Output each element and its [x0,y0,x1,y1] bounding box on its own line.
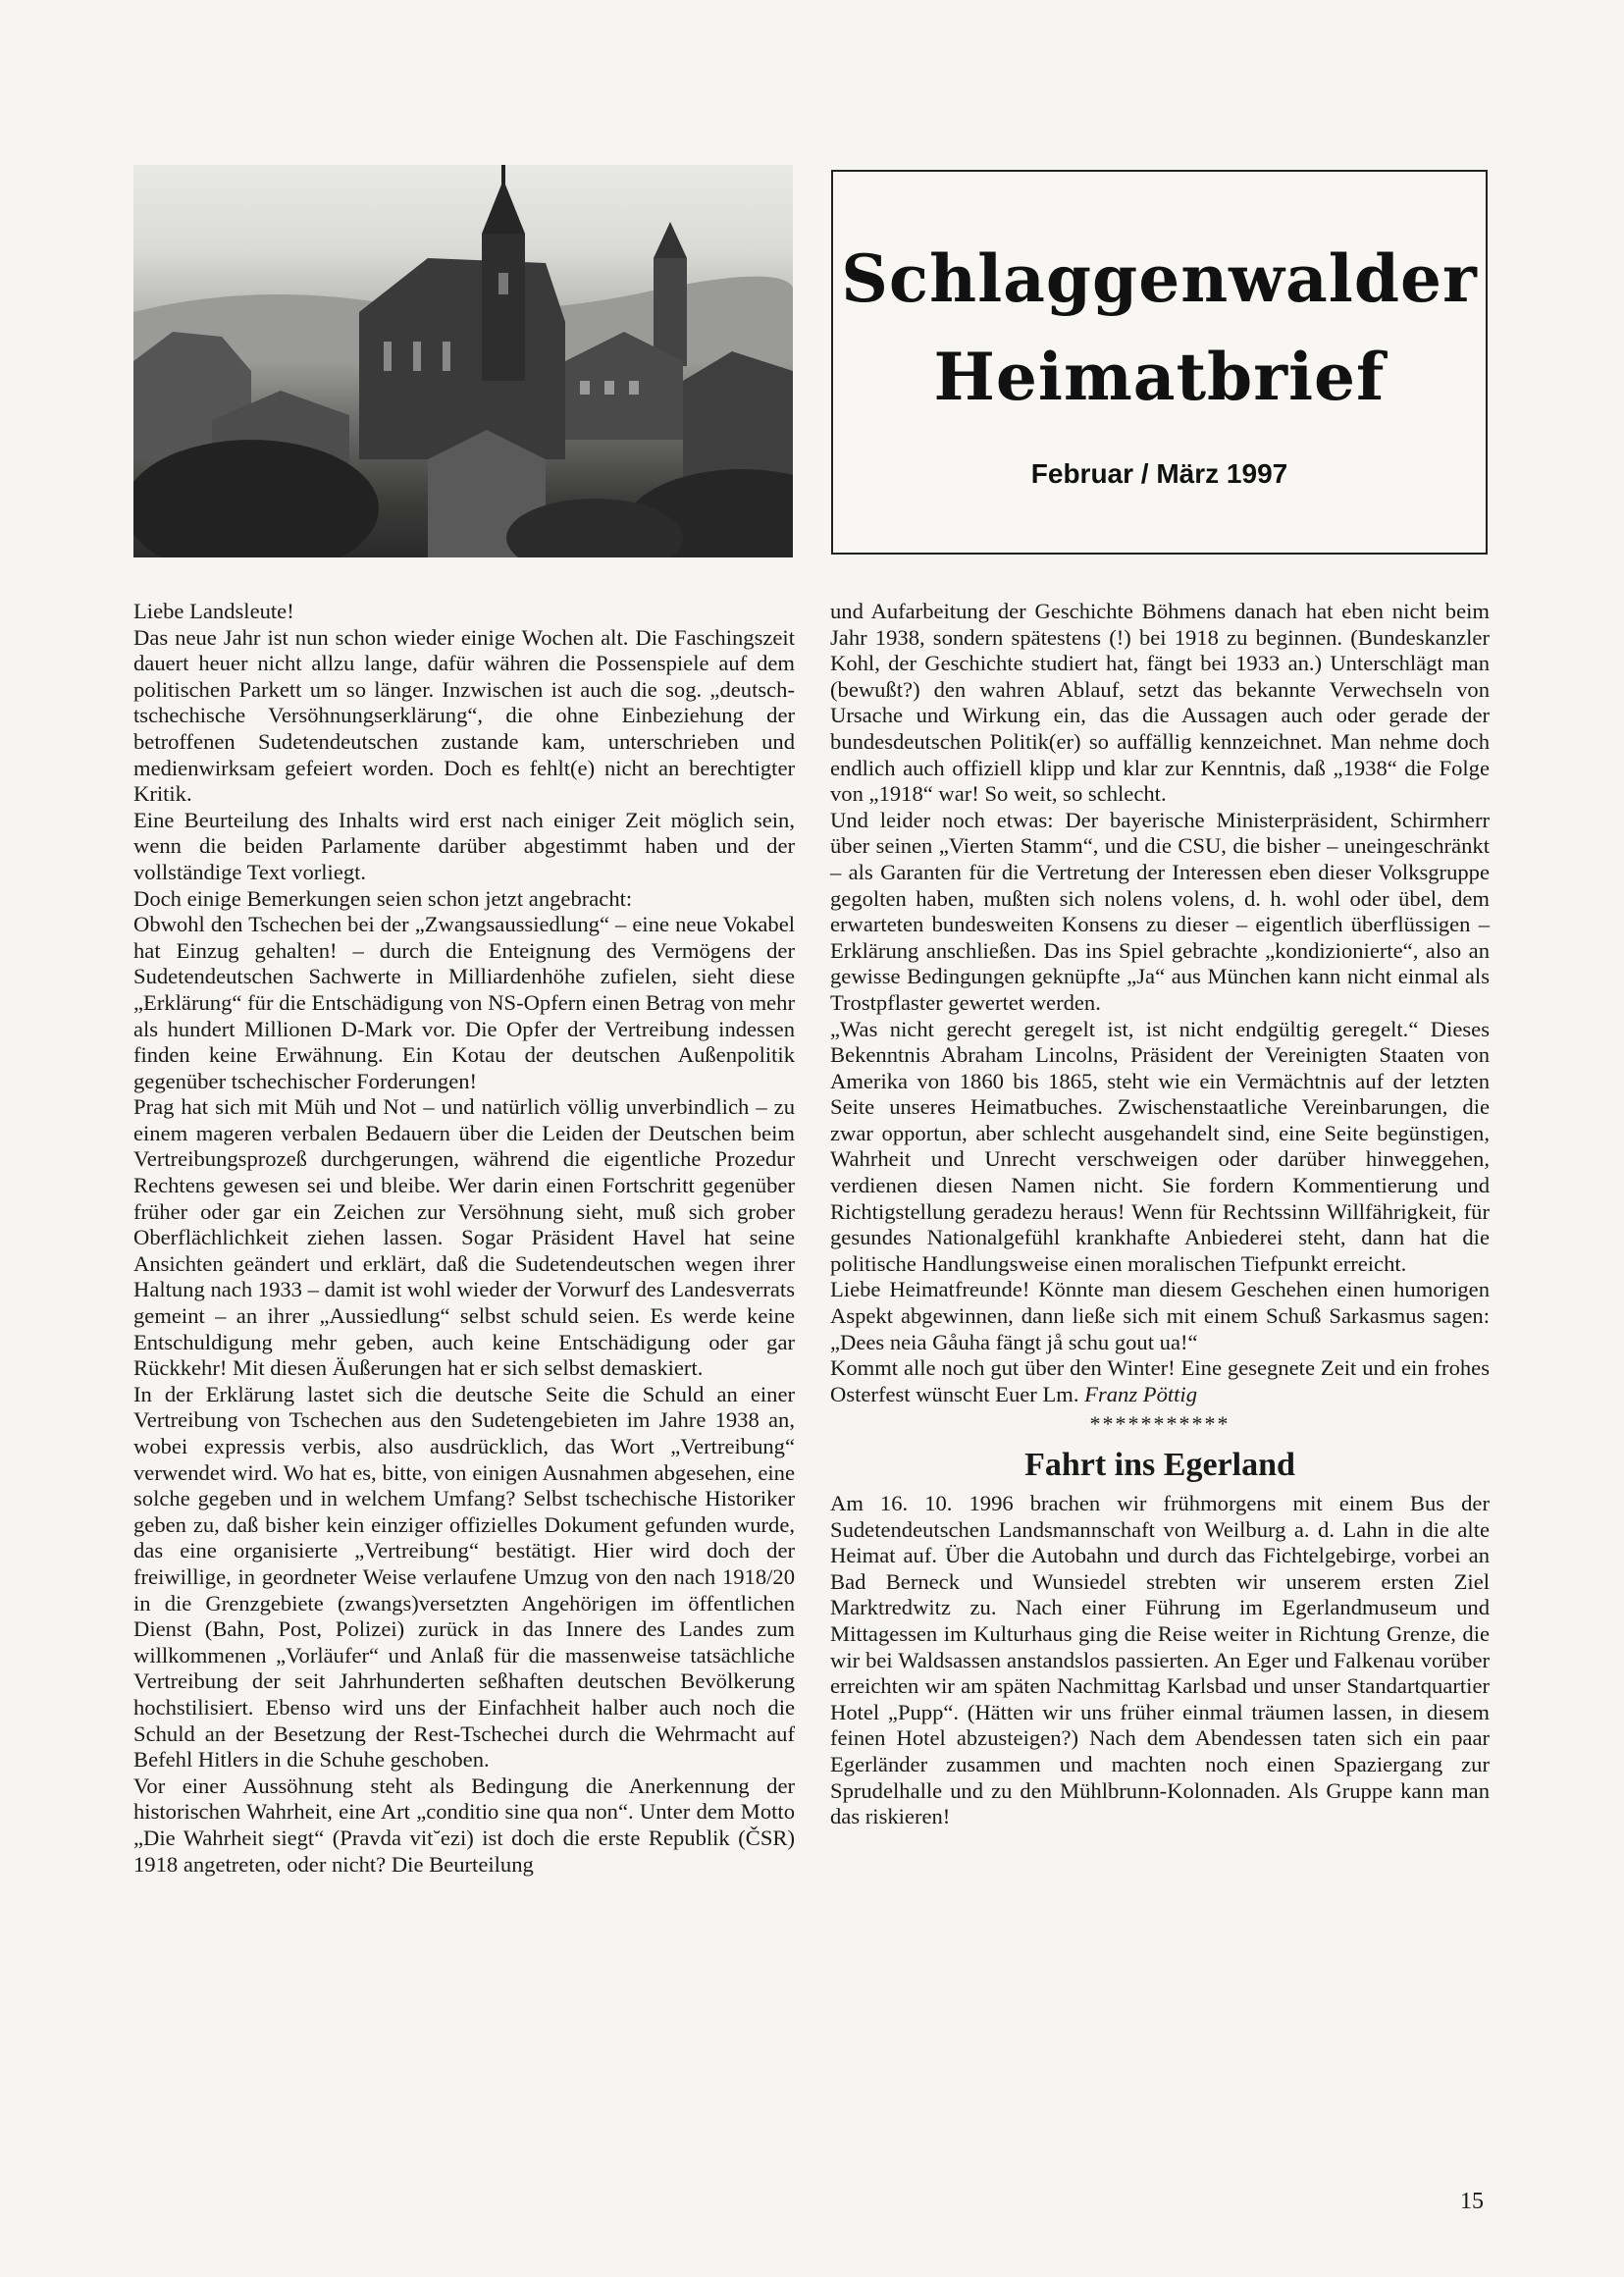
closing-text: Kommt alle noch gut über den Winter! Eine gesegnete Zeit und ein frohes Osterfest wünscht Euer Lm. [830,1355,1490,1406]
salutation: Liebe Landsleute! [133,599,294,623]
paragraph: In der Erklärung lastet sich die deutsche Seite die Schuld an einer Vertreibung von Tschechen aus den Sudetengebieten im Jahre 1938 an, wobei expressis verbis, also ausdrücklich, das Wort „Vertreibung“ verwendet wird. Wo hat es, bitte, von einigen Ausnahmen abgesehen, eine solche gegeben und in welchem Umfang? Selbst tschechische Historiker geben zu, daß bisher kein einziger offizielles Dokument gefunden wurde, das eine organisierte „Vertreibung“ bestätigt. Hier wird doch der freiwillige, in geordneter Weise verlaufene Umzug von den nach 1918/20 in die Grenzgebiete (zwangs)versetzten Angehörigen im öffentlichen Dienst (Bahn, Post, Polizei) zurück in das Innere des Landes zum willkommenen „Vorläufer“ und Anlaß für die massenweise tatsächliche Vertreibung der seit Jahrhunderten seßhaften deutschen Bevölkerung hochstilisiert. Ebenso wird uns der Einfachheit halber auch noch die Schuld an der Besetzung der Rest-Tschechei durch die Wehrmacht auf Befehl Hitlers in die Schuhe geschoben. [133,1381,795,1773]
paragraph: Und leider noch etwas: Der bayerische Ministerpräsident, Schirmherr über seinen „Vierten Stamm“, und die CSU, die bisher – uneingeschränkt – als Garanten für die Vertretung der Interessen eben dieser Volksgruppe gegolten haben, mußten sich nolens volens, d. h. wohl oder übel, dem erwarteten bundesweiten Konsens zu dieser – eigentlich überflüssigen – Erklärung anschließen. Das ins Spiel gebrachte „kondizionierte“, also an gewisse Bedingungen geknüpfte „Ja“ aus München kann nicht einmal als Trostpflaster gewertet werden. [830,807,1490,1015]
paragraph: Vor einer Aussöhnung steht als Bedingung die Anerkennung der historischen Wahrheit, eine Art „conditio sine qua non“. Unter dem Motto „Die Wahrheit siegt“ (Pravda vit˘ezi) ist doch die erste Republik (ČSR) 1918 angetreten, oder nicht? Die Beurteilung [133,1773,795,1877]
masthead-title-line1: Schlaggenwalder [841,240,1478,317]
paragraph: Liebe Heimatfreunde! Könnte man diesem Geschehen einen humorigen Aspekt abgewinnen, dann ließe sich mit einem Schuß Sarkasmus sagen: „Dees neia Gåuha fängt jå schu gout ua!“ [830,1277,1490,1354]
paragraph: und Aufarbeitung der Geschichte Böhmens danach hat eben nicht beim Jahr 1938, sondern spätestens (!) bei 1918 zu beginnen. (Bundeskanzler Kohl, der Geschichte studiert hat, fängt bei 1933 an.) Unterschlägt man (bewußt?) den wahren Ablauf, setzt das bekannte Verwechseln von Ursache und Wirkung ein, das die Aussagen auch oder gerade der bundesdeutschen Politik(er) so auffällig kennzeichnet. Man nehme doch endlich auch offiziell klipp und klar zur Kenntnis, daß „1938“ die Folge von „1918“ war! So weit, so schlecht. [830,599,1490,807]
paragraph: „Was nicht gerecht geregelt ist, ist nicht endgültig geregelt.“ Dieses Bekenntnis Abraham Lincolns, Präsident der Vereinigten Staaten von Amerika von 1860 bis 1865, steht wie ein Vermächtnis auf der letzten Seite unseres Heimatbuches. Zwischenstaatliche Vereinbarungen, die zwar opportun, aber schlecht ausgehandelt sind, eine Seite begünstigen, Wahrheit und Unrecht verschweigen oder darüber hinweggehen, verdienen diesen Namen nicht. Sie fordern Kommentierung und Richtigstellung geradezu heraus! Wenn für Rechtssinn Willfährigkeit, für gesundes Nationalgefühl krankhafte Anbiederei steht, dann hat die politische Handlungsweise einen moralischen Tiefpunkt erreicht. [830,1016,1490,1276]
left-column [133,599,795,1878]
masthead-box [831,170,1488,555]
paragraph: Das neue Jahr ist nun schon wieder einige Wochen alt. Die Faschingszeit dauert heuer nicht allzu lange, dafür währen die Possenspiele auf dem politischen Parkett um so länger. Inzwischen ist auch die sog. „deutsch-tschechische Versöhnungserklärung“, die ohne Einbeziehung der betroffenen Sudetendeutschen zustande kam, unterschrieben und medienwirksam gefeiert worden. Doch es fehlt(e) nicht an berechtigter Kritik. [133,624,795,807]
article-text: Am 16. 10. 1996 brachen wir frühmorgens mit einem Bus der Sudetendeutschen Landsmannschaft von Weilburg a. d. Lahn in die alte Heimat auf. Über die Autobahn und durch das Fichtelgebirge, vorbei an Bad Berneck und Wunsiedel strebten wir unserem ersten Ziel Marktredwitz zu. Nach einer Führung im Egerlandmuseum und Mittagessen im Kulturhaus ging die Reise weiter in Richtung Grenze, die wir bei Waldsassen anstandslos passierten. An Eger und Falkenau vorüber erreichten wir am späten Nachmittag Karlsbad und unser Standartquartier Hotel „Pupp“. (Hätten wir uns früher einmal träumen lassen, in diesem feinen Hotel abzusteigen?) Nach dem Abendessen taten sich ein paar Egerländer zusammen und machten noch einen Spaziergang zur Sprudelhalle und zu den Mühlbrunn-Kolonnaden. Als Gruppe kann man das riskieren! [830,1491,1490,1829]
section-separator: *********** [1089,1411,1231,1437]
article-title: Fahrt ins Egerland [1024,1447,1295,1483]
issue-date: Februar / März 1997 [1030,458,1288,489]
town-church-photo [133,165,793,557]
author-signature: Franz Pöttig [1084,1381,1198,1406]
paragraph: Prag hat sich mit Müh und Not – und natürlich völlig unverbindlich – zu einem mageren verbalen Bedauern über die Leiden der Deutschen beim Vertreibungsprozeß durchgerungen, während die eigentliche Prozedur Rechtens gewesen sei und bleibe. Wer darin einen Fortschritt gegenüber früher oder gar ein Zeichen zur Versöhnung sieht, muß sich grober Oberflächlichkeit ziehen lassen. Sogar Präsident Havel hat seine Ansichten geändert und erklärt, daß die Sudetendeutschen wegen ihrer Haltung nach 1933 – damit ist wohl wieder der Vorwurf des Landesverrats gemeint – an ihrer „Aussiedlung“ selbst schuld seien. Es werde keine Entschuldigung mehr geben, auch keine Entschädigung oder gar Rückkehr! Mit diesen Äußerungen hat er sich selbst demaskiert. [133,1094,795,1381]
paragraph: Eine Beurteilung des Inhalts wird erst nach einiger Zeit möglich sein, wenn die beiden Parlamente darüber abgestimmt haben und der vollständige Text vorliegt. [133,807,795,884]
closing-paragraph [830,1355,1490,1407]
masthead-title-line2: Heimatbrief [933,339,1386,415]
page-number: 15 [1460,2189,1484,2214]
paragraph: Obwohl den Tschechen bei der „Zwangsaussiedlung“ – eine neue Vokabel hat Einzug gehalten! – durch die Enteignung des Vermögens der Sudetendeutschen Sachwerte in Milliardenhöhe zufielen, sieht diese „Erklärung“ für die Entschädigung von NS-Opfern einen Betrag von mehr als hundert Millionen D-Mark vor. Die Opfer der Vertreibung indessen finden keine Erwähnung. Ein Kotau der deutschen Außenpolitik gegenüber tschechischer Forderungen! [133,912,795,1093]
church-silhouette-icon [133,165,793,557]
paragraph: Doch einige Bemerkungen seien schon jetzt angebracht: [133,885,633,911]
right-column [830,599,1490,1830]
